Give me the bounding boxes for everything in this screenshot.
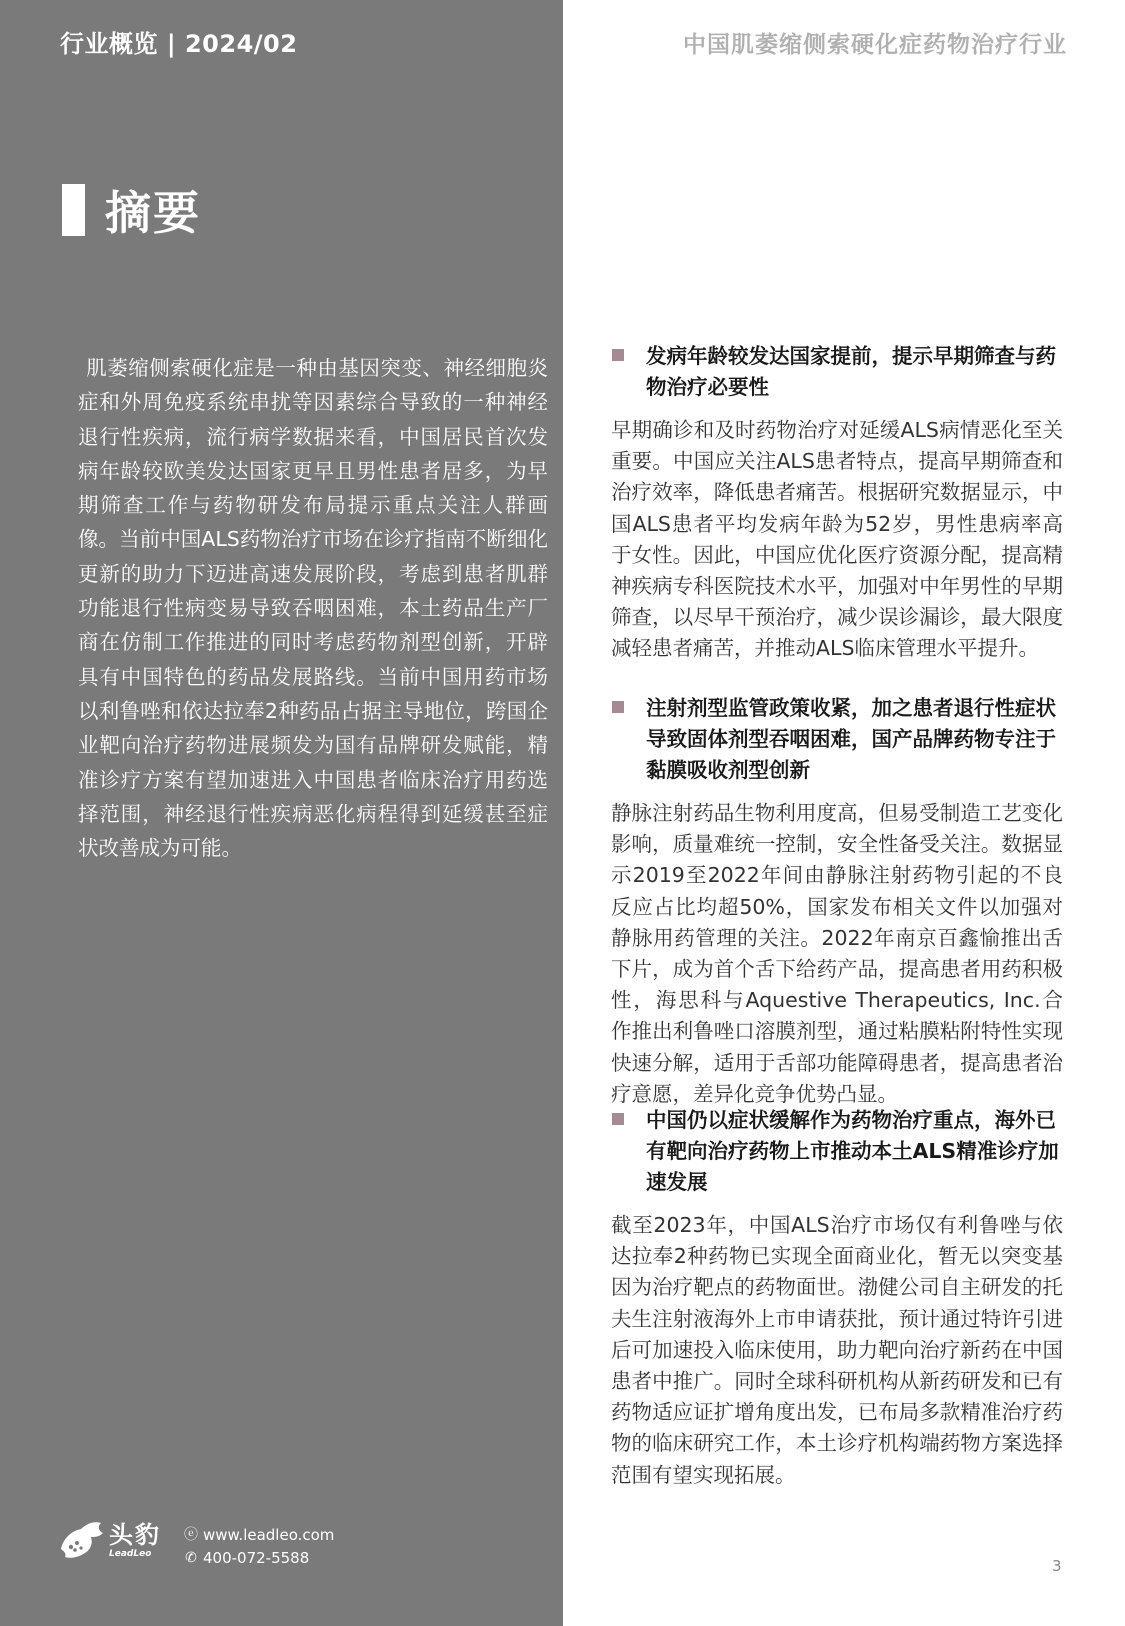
finding-item bbox=[611, 341, 1063, 665]
finding-heading bbox=[611, 341, 1063, 403]
finding-title: 中国仍以症状缓解作为药物治疗重点，海外已有靶向治疗药物上市推动本土ALS精准诊疗加速发展 bbox=[646, 1108, 1059, 1194]
finding-item bbox=[611, 1105, 1063, 1491]
finding-heading bbox=[611, 693, 1063, 786]
contact-info bbox=[182, 1524, 334, 1570]
square-bullet-icon bbox=[612, 349, 624, 361]
finding-title: 发病年龄较发达国家提前，提示早期筛查与药物治疗必要性 bbox=[646, 344, 1056, 399]
square-bullet-icon bbox=[612, 1113, 624, 1125]
website-row bbox=[182, 1524, 334, 1547]
finding-title: 注射剂型监管政策收紧，加之患者退行性症状导致固体剂型吞咽困难，国产品牌药物专注于黏膜吸收剂型创新 bbox=[646, 696, 1056, 782]
logo-english-name: LeadLeo bbox=[109, 1549, 152, 1559]
finding-heading bbox=[611, 1105, 1063, 1198]
logo-chinese-name: 头豹 bbox=[109, 1521, 161, 1549]
finding-body: 截至2023年，中国ALS治疗市场仅有利鲁唑与依达拉奉2种药物已实现全面商业化，暂无以突变基因为治疗靶点的药物面世。渤健公司自主研发的托夫生注射液海外上市申请获批，预计通过特许引进后可加速投入临床使用，助力靶向治疗新药在中国患者中推广。同时全球科研机构从新药研发和已有药物适应证扩增角度出发，已布局多款精准治疗药物的临床研究工作，本土诊疗机构端药物方案选择范围有望实现拓展。 bbox=[611, 1213, 1063, 1487]
header-report-title: 中国肌萎缩侧索硬化症药物治疗行业 bbox=[683, 32, 1067, 58]
summary-paragraph: 肌萎缩侧索硬化症是一种由基因突变、神经细胞炎症和外周免疫系统串扰等因素综合导致的一种神经退行性疾病，流行病学数据来看，中国居民首次发病年龄较欧美发达国家更早且男性患者居多，为早期筛查工作与药物研发布局提示重点关注人群画像。当前中国ALS药物治疗市场在诊疗指南不断细化更新的助力下迈进高速发展阶段，考虑到患者肌群功能退行性病变易导致吞咽困难，本土药品生产厂商在仿制工作推进的同时考虑药物剂型创新，开辟具有中国特色的药品发展路线。当前中国用药市场以利鲁唑和依达拉奉2种药品占据主导地位，跨国企业靶向治疗药物进展频发为国有品牌研发赋能，精准诊疗方案有望加速进入中国患者临床治疗用药选择范围，神经退行性疾病恶化病程得到延缓甚至症状改善成为可能。 bbox=[78, 356, 548, 861]
logo-wordmark bbox=[109, 1523, 161, 1559]
leadleo-logo bbox=[57, 1519, 161, 1563]
finding-item bbox=[611, 693, 1063, 1110]
phone-icon: ✆ bbox=[185, 1550, 197, 1566]
header-category-date: 行业概览 | 2024/02 bbox=[60, 30, 298, 58]
page-number: 3 bbox=[1052, 1557, 1062, 1575]
finding-body: 早期确诊和及时药物治疗对延缓ALS病情恶化至关重要。中国应关注ALS患者特点，提高早期筛查和治疗效率，降低患者痛苦。根据研究数据显示，中国ALS患者平均发病年龄为52岁，男性患病率高于女性。因此，中国应优化医疗资源分配，提高精神疾病专科医院技术水平，加强对中年男性的早期筛查，以尽早干预治疗，减少误诊漏诊，最大限度减轻患者痛苦，并推动ALS临床管理水平提升。 bbox=[611, 418, 1063, 661]
section-title bbox=[62, 182, 201, 238]
title-accent-bar bbox=[62, 184, 85, 236]
phone-number: 400-072-5588 bbox=[203, 1549, 310, 1567]
square-bullet-icon bbox=[612, 701, 624, 713]
phone-row bbox=[182, 1547, 334, 1570]
finding-body: 静脉注射药品生物利用度高，但易受制造工艺变化影响，质量难统一控制，安全性备受关注。数据显示2019至2022年间由静脉注射药物引起的不良反应占比均超50%，国家发布相关文件以加强对静脉用药管理的关注。2022年南京百鑫愉推出舌下片，成为首个舌下给药产品，提高患者用药积极性，海思科与Aquestive Therapeutics, Inc.合作推出利鲁唑口溶膜剂型，通过粘膜粘附特性实现快速分解，适用于舌部功能障碍患者，提高患者治疗意愿，差异化竞争优势凸显。 bbox=[611, 801, 1063, 1106]
web-icon: ⓔ bbox=[184, 1527, 198, 1543]
website-link[interactable]: www.leadleo.com bbox=[203, 1526, 335, 1544]
leopard-logo-icon bbox=[57, 1519, 105, 1563]
section-title-text: 摘要 bbox=[105, 186, 201, 240]
